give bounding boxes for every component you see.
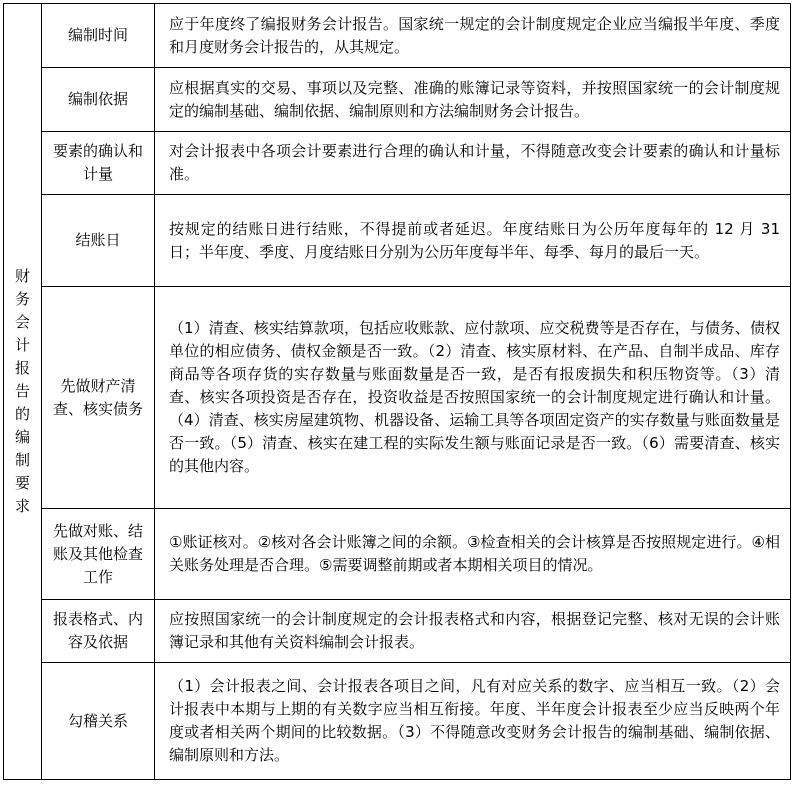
row-content: 应根据真实的交易、事项以及完整、准确的账簿记录等资料，并按照国家统一的会计制度规定的编制基础、编制依据、编制原则和方法编制财务会计报告。 [155, 68, 791, 132]
table-row [4, 600, 791, 663]
row-label: 报表格式、内容及依据 [42, 600, 155, 663]
row-content: ①账证核对。②核对各会计账簿之间的余额。③检查相关的会计核算是否按照规定进行。④相关账务处理是否合理。⑤需要调整前期或者本期相关项目的情况。 [155, 509, 791, 600]
row-content: 按规定的结账日进行结账，不得提前或者延迟。年度结账日为公历年度每年的 12 月 31 日；半年度、季度、月度结账日分别为公历年度每半年、每季、每月的最后一天。 [155, 195, 791, 287]
row-label: 要素的确认和计量 [42, 132, 155, 195]
table-row [4, 509, 791, 600]
row-label: 先做财产清查、核实债务 [42, 287, 155, 509]
row-content: （1）会计报表之间、会计报表各项目之间，凡有对应关系的数字、应当相互一致。（2）会计报表中本期与上期的有关数字应当相互衔接。年度、半年度会计报表至少应当反映两个年度或者相关两个期间的比较数据。（3）不得随意改变财务会计报告的编制基础、编制依据、编制原则和方法。 [155, 663, 791, 780]
table-row [4, 4, 791, 68]
row-content: 应于年度终了编报财务会计报告。国家统一规定的会计制度规定企业应当编报半年度、季度和月度财务会计报告的，从其规定。 [155, 4, 791, 68]
requirements-table [3, 3, 791, 780]
table-row [4, 663, 791, 780]
row-label: 勾稽关系 [42, 663, 155, 780]
table-row [4, 195, 791, 287]
row-label: 结账日 [42, 195, 155, 287]
row-content: 应按照国家统一的会计制度规定的会计报表格式和内容，根据登记完整、核对无误的会计账簿记录和其他有关资料编制会计报表。 [155, 600, 791, 663]
row-label: 先做对账、结账及其他检查工作 [42, 509, 155, 600]
table-row [4, 132, 791, 195]
table-row [4, 287, 791, 509]
row-label: 编制时间 [42, 4, 155, 68]
section-label-cell [4, 4, 42, 780]
table-row [4, 68, 791, 132]
section-label: 财务会计报告的编制要求 [14, 267, 30, 515]
row-content: 对会计报表中各项会计要素进行合理的确认和计量，不得随意改变会计要素的确认和计量标准。 [155, 132, 791, 195]
row-content: （1）清查、核实结算款项，包括应收账款、应付款项、应交税费等是否存在，与债务、债权单位的相应债务、债权金额是否一致。（2）清查、核实原材料、在产品、自制半成品、库存商品等各项存货的实存数量与账面数量是否一致，是否有报废损失和积压物资等。（3）清查、核实各项投资是否存在，投资收益是否按照国家统一的会计制度规定进行确认和计量。（4）清查、核实房屋建筑物、机器设备、运输工具等各项固定资产的实存数量与账面数量是否一致。（5）清查、核实在建工程的实际发生额与账面记录是否一致。（6）需要清查、核实的其他内容。 [155, 287, 791, 509]
row-label: 编制依据 [42, 68, 155, 132]
